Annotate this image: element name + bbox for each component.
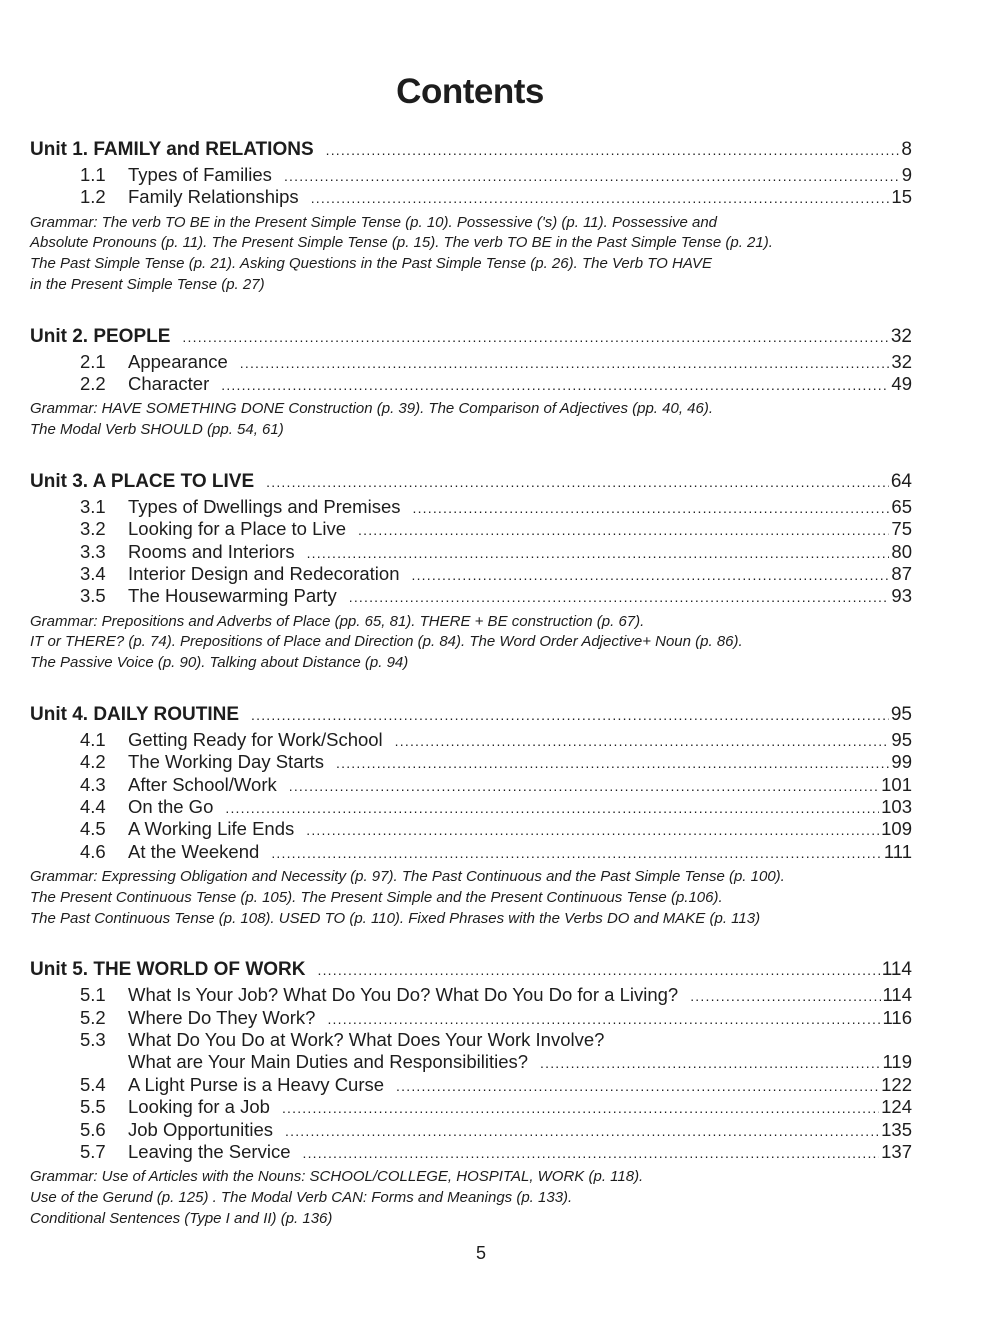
grammar-note [30, 213, 912, 296]
entry-number: 3.3 [80, 540, 106, 562]
grammar-note [30, 399, 912, 440]
entry-title: What Do You Do at Work? What Does Your Work Involve? [128, 1029, 605, 1051]
entry-title: Job Opportunities [128, 1118, 274, 1140]
unit-heading[interactable] [30, 323, 912, 351]
entry-page: 114 [882, 984, 912, 1006]
entry-title: The Working Day Starts [128, 751, 325, 773]
table-of-contents [30, 136, 912, 1257]
entry-page: 119 [882, 1051, 912, 1073]
entry-page: 137 [881, 1141, 912, 1163]
entry-number: 1.1 [80, 164, 106, 185]
entry-number: 4.2 [80, 751, 106, 773]
entry-title: Interior Design and Redecoration [128, 562, 400, 584]
entry-page: 101 [881, 773, 912, 795]
entry-page: 9 [901, 164, 912, 185]
toc-entry[interactable] [30, 496, 912, 518]
entry-number: 2.2 [80, 372, 106, 394]
grammar-line: The Modal Verb SHOULD (pp. 54, 61) [30, 421, 284, 439]
grammar-line: IT or THERE? (p. 74). Prepositions of Place and Direction (p. 84). The Word Order Adjective+ Noun (p. 86). [30, 633, 743, 651]
entry-number: 3.2 [80, 518, 106, 540]
unit-title: Unit 3. A PLACE TO LIVE [30, 470, 255, 492]
grammar-line: Grammar: HAVE SOMETHING DONE Construction (p. 39). The Comparison of Adjectives (pp. 40, 46). [30, 400, 714, 418]
toc-entry[interactable] [30, 164, 912, 186]
entry-number: 3.5 [80, 585, 106, 607]
dot-leader [326, 136, 900, 164]
grammar-line: The Passive Voice (p. 90). Talking about Distance (p. 94) [30, 654, 409, 672]
grammar-line: The Past Simple Tense (p. 21). Asking Questions in the Past Simple Tense (p. 26). The Verb TO HAVE [30, 255, 713, 273]
toc-entry[interactable] [30, 1096, 912, 1118]
entry-title: Character [128, 372, 210, 394]
grammar-line: in the Present Simple Tense (p. 27) [30, 275, 265, 293]
entry-page: 49 [891, 372, 912, 394]
unit-section [30, 468, 912, 674]
entry-page: 103 [881, 796, 912, 818]
dot-leader [311, 186, 890, 209]
toc-entry[interactable] [30, 729, 912, 751]
unit-page: 64 [890, 470, 912, 492]
grammar-note [30, 867, 912, 929]
entry-number: 4.1 [80, 728, 106, 750]
grammar-line: Grammar: The verb TO BE in the Present Simple Tense (p. 10). Possessive ('s) (p. 11). Possessive and [30, 213, 718, 231]
dot-leader [336, 751, 889, 774]
unit-page: 8 [901, 139, 912, 160]
entry-number: 1.2 [80, 186, 106, 208]
unit-section [30, 701, 912, 929]
unit-title: Unit 5. THE WORLD OF WORK [30, 959, 306, 981]
grammar-note [30, 612, 912, 674]
entry-title: Leaving the Service [128, 1141, 291, 1163]
entry-title: Family Relationships [128, 186, 299, 208]
toc-entry[interactable] [30, 563, 912, 585]
toc-entry[interactable] [30, 751, 912, 773]
dot-leader [266, 468, 889, 496]
entry-page: 122 [881, 1073, 912, 1095]
dot-leader [289, 774, 879, 797]
entry-title: Where Do They Work? [128, 1006, 316, 1028]
grammar-line: Grammar: Expressing Obligation and Necessity (p. 97). The Past Continuous and the Past Simple Tense (p. 100). [30, 868, 785, 886]
unit-heading[interactable] [30, 701, 912, 729]
grammar-line: The Past Continuous Tense (p. 108). USED TO (p. 110). Fixed Phrases with the Verbs DO and MAKE (p. 113) [30, 909, 761, 927]
dot-leader [303, 1141, 880, 1164]
unit-heading[interactable] [30, 136, 912, 164]
entry-page: 32 [891, 350, 912, 372]
entry-number: 4.3 [80, 773, 106, 795]
page-number: 5 [475, 1243, 486, 1263]
entry-page: 135 [881, 1118, 912, 1140]
unit-page: 114 [881, 959, 912, 981]
dot-leader [307, 541, 890, 564]
page-title: Contents [396, 72, 544, 111]
toc-entry[interactable] [30, 818, 912, 840]
toc-entry-continued[interactable] [30, 1051, 912, 1073]
entry-page: 65 [891, 495, 912, 517]
dot-leader [327, 1007, 880, 1030]
entry-title: A Light Purse is a Heavy Curse [128, 1073, 385, 1095]
dot-leader [306, 818, 879, 841]
entry-number: 3.4 [80, 562, 106, 584]
toc-entry[interactable] [30, 1074, 912, 1096]
grammar-line: The Present Continuous Tense (p. 105). The Present Simple and the Present Continuous Tense (p.106). [30, 888, 723, 906]
entry-page: 116 [882, 1006, 912, 1028]
entry-number: 3.1 [80, 495, 106, 517]
dot-leader [396, 1074, 879, 1097]
toc-entry[interactable] [30, 1029, 912, 1051]
entry-title: Getting Ready for Work/School [128, 728, 383, 750]
toc-entry[interactable] [30, 518, 912, 540]
dot-leader [240, 351, 890, 374]
entry-number: 5.3 [80, 1029, 106, 1051]
unit-page: 95 [890, 703, 912, 725]
entry-title: Looking for a Place to Live [128, 518, 347, 540]
dot-leader [540, 1051, 880, 1074]
grammar-line: Conditional Sentences (Type I and II) (p. 136) [30, 1209, 333, 1227]
toc-entry[interactable] [30, 186, 912, 208]
grammar-note [30, 1167, 912, 1229]
unit-title: Unit 4. DAILY ROUTINE [30, 703, 240, 725]
unit-section [30, 136, 912, 296]
entry-title-continued: What are Your Main Duties and Responsibilities? [128, 1051, 529, 1073]
unit-section [30, 956, 912, 1229]
dot-leader [221, 373, 889, 396]
entry-title: What Is Your Job? What Do You Do? What Do You Do for a Living? [128, 984, 679, 1006]
entry-page: 15 [891, 186, 912, 208]
grammar-line: Grammar: Prepositions and Adverbs of Place (pp. 65, 81). THERE + BE construction (p. 67). [30, 612, 645, 630]
entry-number: 5.2 [80, 1006, 106, 1028]
dot-leader [225, 796, 879, 819]
entry-page: 109 [881, 818, 912, 840]
grammar-line: Grammar: Use of Articles with the Nouns: SCHOOL/COLLEGE, HOSPITAL, WORK (p. 118). [30, 1168, 644, 1186]
dot-leader [284, 164, 900, 187]
entry-page: 95 [891, 728, 912, 750]
entry-page: 111 [883, 840, 912, 862]
entry-number: 5.4 [80, 1073, 106, 1095]
dot-leader [285, 1119, 879, 1142]
entry-title: The Housewarming Party [128, 585, 337, 607]
toc-entry[interactable] [30, 373, 912, 395]
entry-page: 87 [891, 562, 912, 584]
entry-page: 80 [891, 540, 912, 562]
dot-leader [358, 518, 889, 541]
dot-leader [271, 841, 882, 864]
entry-number: 4.4 [80, 796, 106, 818]
dot-leader [349, 585, 890, 608]
entry-number: 5.5 [80, 1096, 106, 1118]
grammar-line: Absolute Pronouns (p. 11). The Present Simple Tense (p. 15). The verb TO BE in the Past Simple Tense (p. 21). [30, 234, 773, 252]
toc-entry[interactable] [30, 585, 912, 607]
dot-leader [690, 984, 880, 1007]
unit-page: 32 [890, 325, 912, 347]
entry-title: Appearance [128, 350, 228, 372]
entry-number: 5.6 [80, 1118, 106, 1140]
entry-number: 4.6 [80, 840, 106, 862]
entry-title: Types of Families [128, 164, 272, 185]
unit-title: Unit 1. FAMILY and RELATIONS [30, 139, 314, 160]
grammar-line: Use of the Gerund (p. 125) . The Modal Verb CAN: Forms and Meanings (p. 133). [30, 1189, 573, 1207]
entry-title: At the Weekend [128, 840, 260, 862]
dot-leader [282, 1096, 879, 1119]
entry-number: 4.5 [80, 818, 106, 840]
toc-entry[interactable] [30, 841, 912, 863]
unit-section [30, 323, 912, 441]
entry-title: A Working Life Ends [128, 818, 295, 840]
dot-leader [251, 701, 889, 729]
toc-entry[interactable] [30, 1007, 912, 1029]
entry-title: Looking for a Job [128, 1096, 270, 1118]
dot-leader [182, 323, 888, 351]
entry-number: 5.1 [80, 984, 106, 1006]
entry-page: 93 [891, 585, 912, 607]
entry-title: Types of Dwellings and Premises [128, 495, 401, 517]
entry-title: Rooms and Interiors [128, 540, 295, 562]
entry-title: After School/Work [128, 773, 277, 795]
toc-entry[interactable] [30, 774, 912, 796]
unit-heading[interactable] [30, 468, 912, 496]
toc-entry[interactable] [30, 1141, 912, 1163]
toc-entry[interactable] [30, 351, 912, 373]
entry-page: 75 [891, 518, 912, 540]
toc-entry[interactable] [30, 541, 912, 563]
entry-page: 124 [881, 1096, 912, 1118]
dot-leader [395, 729, 890, 752]
toc-entry[interactable] [30, 1119, 912, 1141]
entry-number: 5.7 [80, 1141, 106, 1163]
entry-title: On the Go [128, 796, 214, 818]
entry-page: 99 [891, 751, 912, 773]
unit-title: Unit 2. PEOPLE [30, 325, 171, 347]
dot-leader [412, 563, 890, 586]
dot-leader [412, 496, 889, 519]
toc-entry[interactable] [30, 796, 912, 818]
unit-heading[interactable] [30, 956, 912, 984]
entry-number: 2.1 [80, 350, 106, 372]
toc-entry[interactable] [30, 984, 912, 1006]
dot-leader [317, 956, 879, 984]
